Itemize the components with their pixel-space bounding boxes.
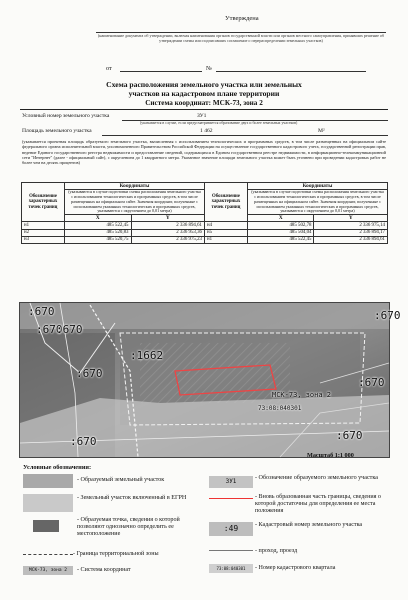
- coordinates-table: [21, 182, 388, 244]
- date-label: от: [106, 65, 112, 72]
- cadastral-label: :670: [70, 435, 97, 448]
- cadastral-label: :670: [358, 376, 385, 389]
- legend-item: - Система координат: [77, 567, 131, 573]
- area-label: Площадь земельного участка: [22, 128, 92, 134]
- legend-swatch-point: [33, 520, 59, 532]
- legend-swatch-new-border: [209, 498, 253, 499]
- coords-desc-right: (указываются в случае подготовки схемы расположения земельного участка с использованием технологических и программных средств, в том числе размещенных на официальном сайте. Значения координат, полученные с использованием указанных технологических и программных средств, указываются с округлением до 0,01 метра): [247, 190, 387, 215]
- point-id: н5: [204, 229, 247, 236]
- legend-swatch-coord-system: МСК-73, зона 2: [23, 566, 73, 575]
- y-value: 2 336 975,14: [314, 222, 388, 229]
- y-value: 2 336 894,17: [314, 229, 388, 236]
- x-value: 485 520,75: [65, 236, 132, 243]
- legend-item: - Обозначение образуемого земельного участка: [255, 475, 378, 481]
- legend-item: - Земельный участок включенный в ЕГРН: [77, 495, 187, 501]
- point-id: н3: [22, 236, 65, 243]
- y-header-left: Y: [131, 215, 204, 222]
- cadastral-label: :670: [336, 429, 363, 442]
- x-header-left: X: [65, 215, 132, 222]
- x-value: 485 502,78: [247, 222, 314, 229]
- legend-item: - Номер кадастрового квартала: [255, 565, 336, 571]
- point-id: н2: [22, 229, 65, 236]
- legend-swatch-passage: [209, 550, 253, 551]
- legend-swatch-cad-number: :49: [209, 522, 253, 536]
- coords-desc-left: (указываются в случае подготовки схемы расположения земельного участка с использованием технологических и программных средств, в том числе размещенных на официальном сайте. Значения координат, полученные с использованием указанных технологических и программных средств, указываются с округлением до 0,01 метра): [65, 190, 205, 215]
- number-line: [216, 71, 366, 72]
- legend: [19, 464, 388, 588]
- legend-item: - Образуемая точка, сведения о которой позволяют однозначно определить ее местоположение: [77, 517, 180, 538]
- legend-item: - Граница территориальной зоны: [73, 551, 159, 557]
- cadastral-label: :670: [36, 323, 63, 336]
- area-hint: (указывается проектная площадь образуемого земельного участка, вычисленная с использованием технологических и программных средств, в том числе размещенных на официальном сайте федерального органа исполнительной власти, уполномоченного Правительством Российской Федерации на осуществление государственного кадастрового учета, государственной регистрации прав, ведение Единого государственного реестра недвижимости и предоставление сведений, содержащихся в Едином государственном реестре недвижимости, в информационно-телекоммуникационной сети "Интернет" (далее - официальный сайт), с округлением до 1 квадратного метра. Указанное значение площади земельного участка может быть уточнено при проведении кадастровых работ не более чем на десять процентов): [22, 139, 386, 166]
- cond-number-hint: (указывается в случае, если предусматривается образование двух и более земельных участков): [140, 121, 298, 125]
- legend-title: Условные обозначения:: [23, 464, 92, 471]
- point-id: н1: [22, 222, 65, 229]
- cadastral-label: :670: [76, 367, 103, 380]
- legend-swatch-zone-border: [23, 554, 73, 555]
- legend-item: - Вновь образованная часть границы, сведения о которой достаточны для определения ее места положения: [255, 494, 381, 515]
- kvartal-label: 73:08:040301: [258, 405, 302, 412]
- legend-item: - проход, проезд: [255, 548, 298, 554]
- points-header-left: Обозначение характерных точек границ: [22, 183, 65, 222]
- legend-item: - Кадастровый номер земельного участка: [255, 522, 363, 528]
- coords-header-left: Координаты: [65, 183, 205, 190]
- document-title: [40, 80, 368, 98]
- legend-item: - Образуемый земельный участок: [77, 477, 165, 483]
- y-value: 2 336 894,61: [314, 236, 388, 243]
- table-row: [22, 236, 388, 243]
- coordinate-system-heading: Система координат: МСК-73, зона 2: [20, 99, 388, 110]
- cadastral-label: :1662: [130, 349, 164, 362]
- title-line-1: Схема расположения земельного участка или земельных: [106, 80, 302, 89]
- cond-number-label: Условный номер земельного участка: [22, 113, 110, 119]
- title-line-2: участков на кадастровом плане территории: [128, 89, 280, 98]
- approve-note: (наименование документа об утверждении, включая наименования органов государственной власти или органов местного самоуправления, принявших решение об утверждении схемы или подписавших соглашение о перераспределении земельных участков): [97, 33, 385, 43]
- x-value: 485 522,45: [65, 222, 132, 229]
- map-scale: Масштаб 1:1 000: [307, 452, 354, 459]
- legend-swatch-new-plot: [23, 474, 73, 488]
- point-id: н1: [204, 236, 247, 243]
- y-value: 2 336 894,61: [131, 222, 204, 229]
- coordinate-system-label: МСК-73, зона 2: [272, 391, 332, 399]
- y-header-right: Y: [314, 215, 388, 222]
- y-value: 2 336 953,36: [131, 229, 204, 236]
- x-value: 485 520,83: [65, 229, 132, 236]
- x-value: 485 522,45: [247, 236, 314, 243]
- area-line: [102, 135, 388, 136]
- legend-swatch-zu: ЗУ1: [209, 476, 253, 488]
- legend-swatch-kvartal: 73:08:040301: [209, 564, 253, 573]
- legend-swatch-egrn-plot: [23, 494, 73, 512]
- number-label: №: [206, 65, 212, 72]
- point-id: н4: [204, 222, 247, 229]
- x-value: 485 504,04: [247, 229, 314, 236]
- area-value: 1 462: [200, 128, 213, 134]
- cadastral-map: [19, 302, 401, 458]
- coords-header-right: Координаты: [247, 183, 387, 190]
- table-row: [22, 222, 388, 229]
- y-value: 2 336 975,23: [131, 236, 204, 243]
- table-row: [22, 229, 388, 236]
- cadastral-label: :670: [28, 305, 55, 318]
- approve-label: Утверждена: [225, 15, 259, 22]
- cond-number-value: ЗУ1: [197, 113, 207, 119]
- points-header-right: Обозначение характерных точек границ: [204, 183, 247, 222]
- cadastral-label: :670: [374, 309, 401, 322]
- date-line: [120, 71, 202, 72]
- cadastral-label: :670: [56, 323, 83, 336]
- x-header-right: X: [247, 215, 314, 222]
- area-unit: М²: [318, 128, 325, 134]
